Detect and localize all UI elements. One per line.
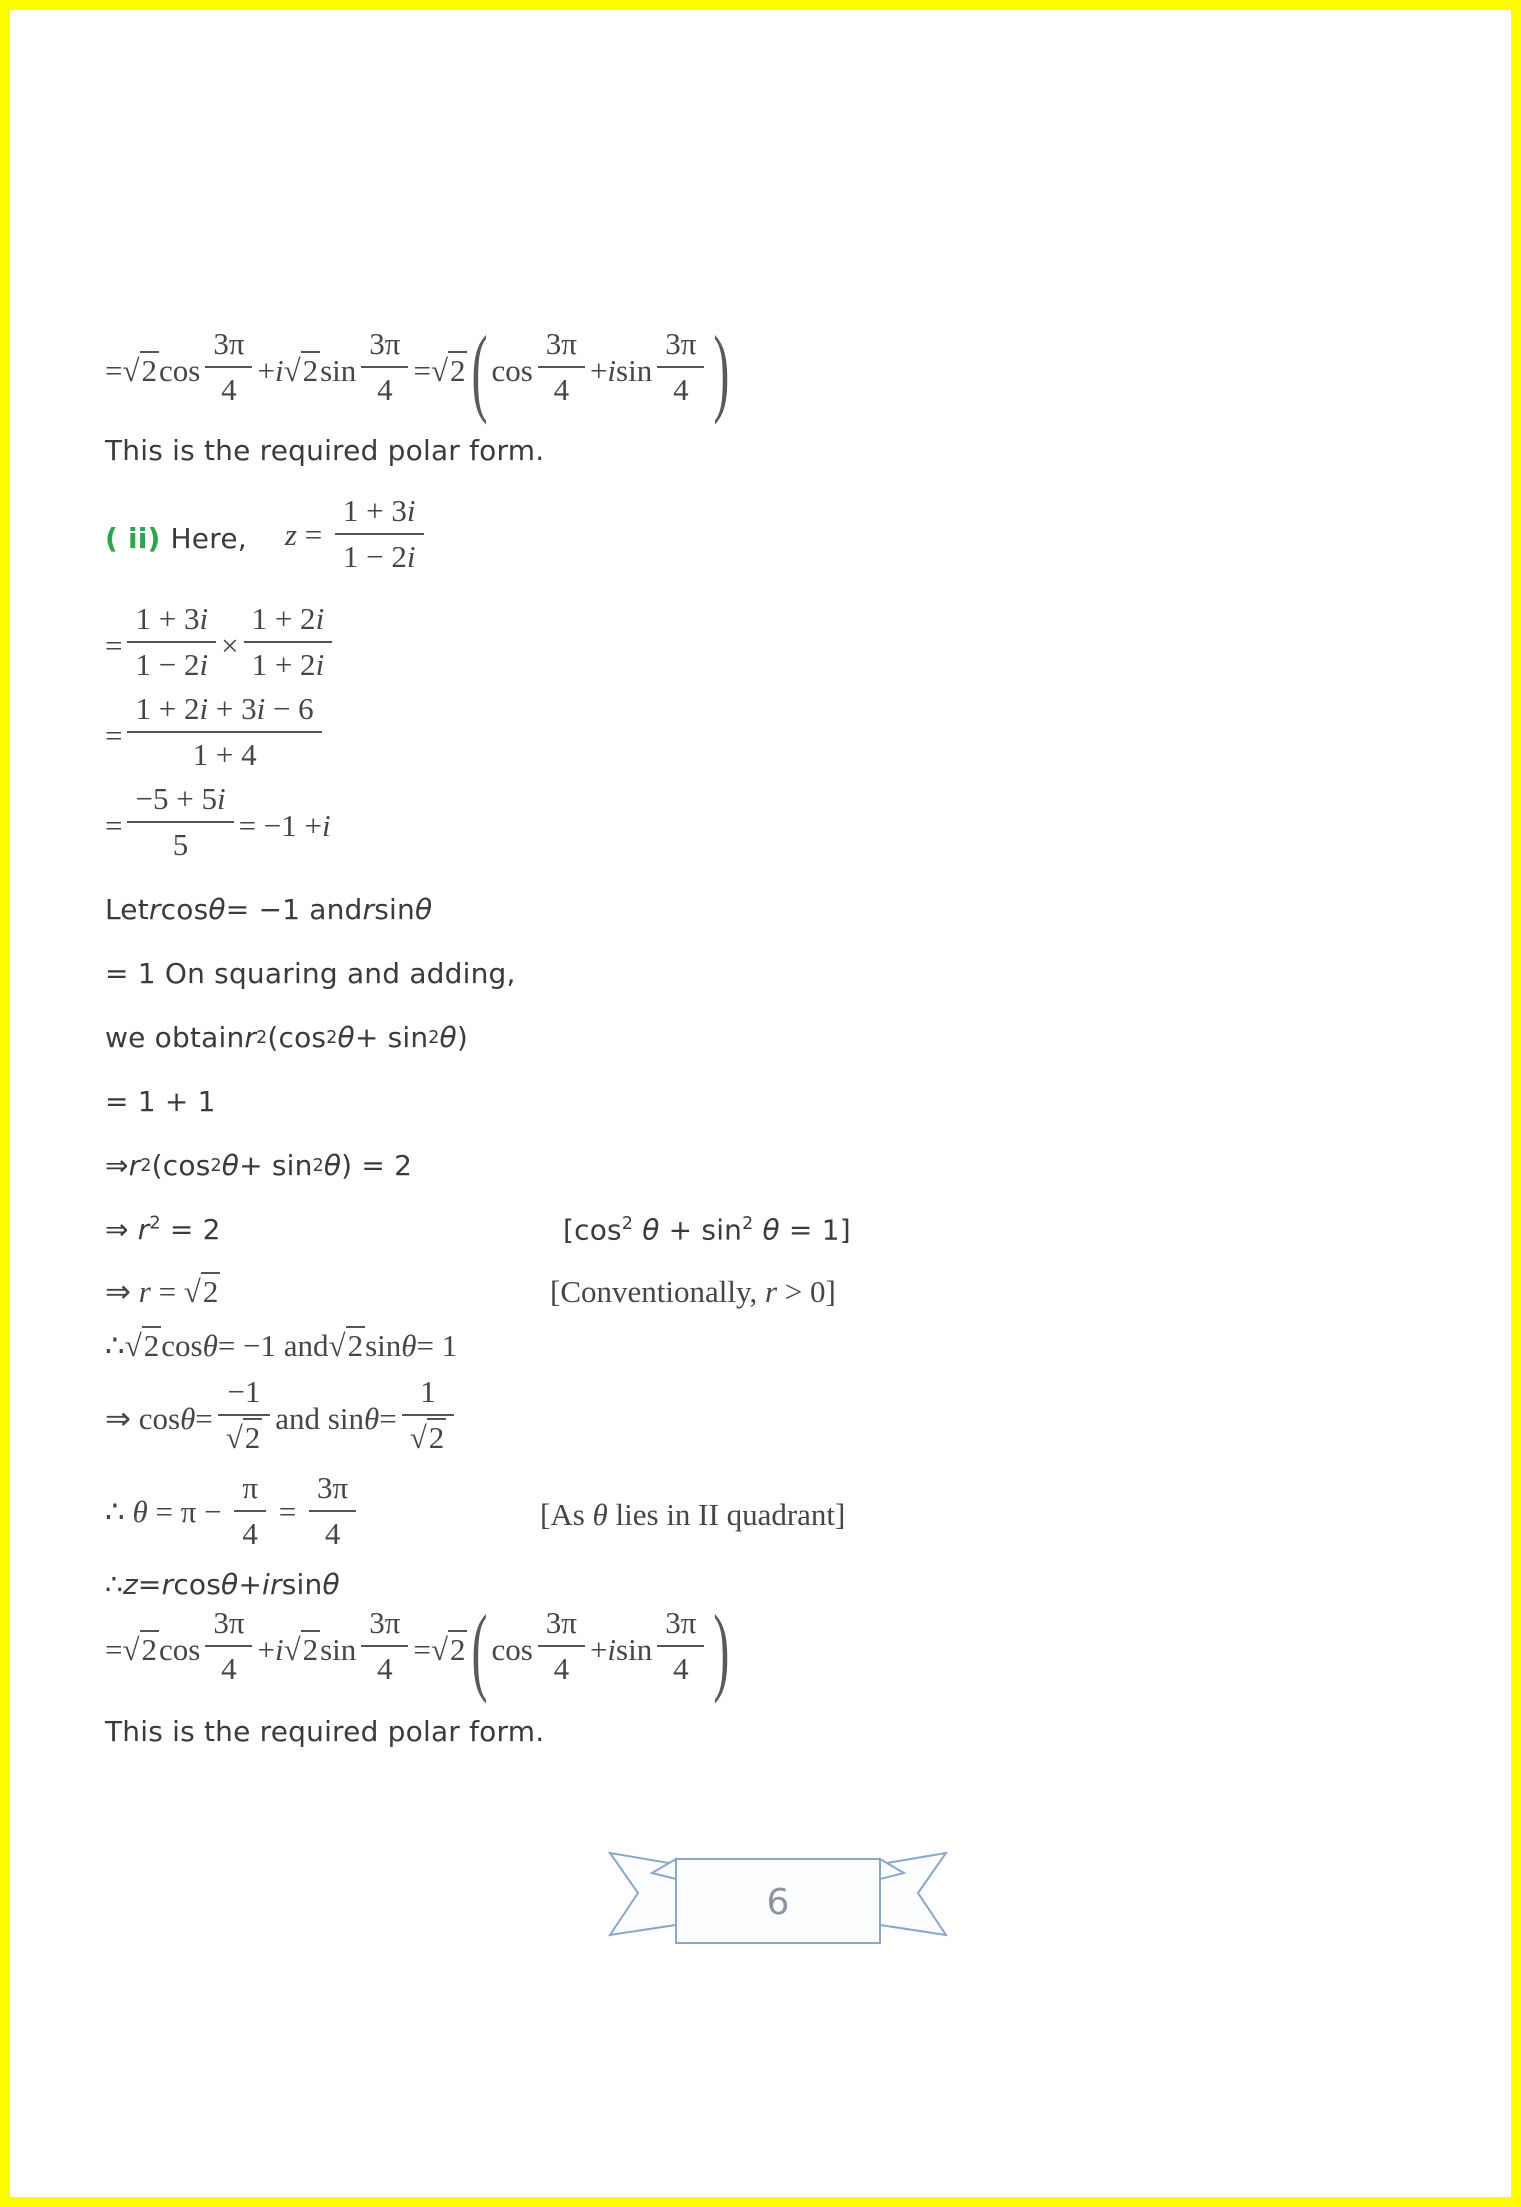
line-therefore-theta — [105, 1470, 1451, 1556]
equation-multiply-conjugate: = $\frac{1 + 3i}{1 - 2i}$ × $\frac{1 + 2i}{1 + 2i}$ — [105, 605, 1451, 687]
implies-r-value: ⇒ r = √2 — [105, 1274, 219, 1309]
line-therefore-sqrt2: ∴ √2 cos θ = −1 and √2 sin θ = 1 — [105, 1328, 458, 1363]
part-ii-label: ( ii) — [105, 521, 161, 555]
equation-expanded: = $\frac{1 + 2i + 3i - 6}{1 + 4}$ — [105, 695, 1451, 777]
line-implies-r2 — [105, 1213, 1451, 1246]
polar-form-note-1: This is the required polar form. — [105, 434, 545, 467]
annotation-conventionally: [Conventionally, r > 0] — [550, 1274, 836, 1309]
line-one-plus-one: = 1 + 1 — [105, 1085, 216, 1118]
polar-form-note-2: This is the required polar form. — [105, 1715, 545, 1748]
line-let-rcos: Let r cos θ = −1 and r sin θ — [105, 893, 433, 926]
z-definition: z = $\frac{1 + 3i}{1 - 2i}$ — [285, 497, 429, 579]
line-squaring: = 1 On squaring and adding, — [105, 957, 516, 990]
line-implies-identity: ⇒ r 2 (cos 2 θ + sin 2 θ ) = 2 — [105, 1149, 413, 1182]
line-z-polar: ∴ z = r cos θ + i r sin θ — [105, 1568, 340, 1601]
annotation-quadrant: [As θ lies in II quadrant] — [540, 1497, 846, 1532]
equation-polar-bottom: = √2 cos $\frac{3\pi}{4}$ + i √2 sin $\frac{3\pi}{4}$ = √2 ( cos $\frac{3\pi}{4}$ + i sin $\frac{3\pi}{4}$ ) — [105, 1595, 730, 1705]
line-implies-r-sqrt2 — [105, 1274, 1451, 1310]
line-implies-cos-sin: ⇒ cos θ = $\frac{-1}{√2}$ and sin θ = $\frac{1}{√2}$ — [105, 1378, 1451, 1460]
annotation-identity: [$\cos^2$ $\theta + \sin^2 \theta = 1$] — [563, 1213, 851, 1246]
equation-polar-top: = √2 cos $\frac{3\pi}{4}$ + i √2 sin $\frac{3\pi}{4}$ = √2 ( cos $\frac{3\pi}{4}$ + i sin $\frac{3\pi}{4}$ ) — [105, 316, 730, 426]
equation-result: = $\frac{-5 + 5i}{5}$ = −1 + i — [105, 781, 331, 862]
part-ii-line — [105, 493, 1451, 579]
ribbon-icon — [608, 1843, 948, 1955]
here-text: Here, — [170, 521, 247, 555]
page-content — [10, 10, 1511, 1955]
page-banner — [105, 1843, 1451, 1955]
page-number: 6 — [766, 1882, 790, 1923]
implies-r2-value: ⇒ $r^2 = 2$ — [105, 1213, 221, 1246]
line-we-obtain: we obtain r 2 (cos 2 θ + sin 2 θ ) — [105, 1021, 469, 1054]
theta-value: ∴ θ = π − $\frac{\pi}{4}$ = $\frac{3\pi}{4}$ — [105, 1474, 361, 1556]
